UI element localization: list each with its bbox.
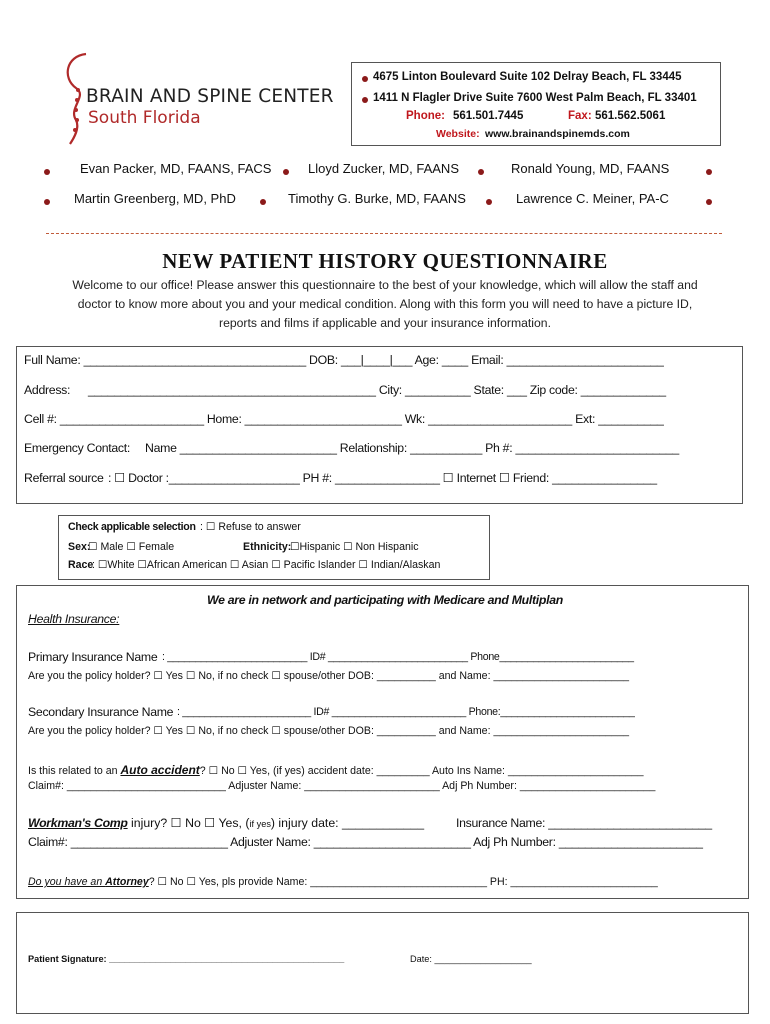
secondary-insurance-row[interactable]: : _______________________ ID# ________________________ Phone:________________________	[177, 706, 635, 718]
phones-row[interactable]: Cell #: ______________________ Home: ________________________ Wk: ______________________ Ext: __________	[24, 412, 664, 426]
page-title: NEW PATIENT HISTORY QUESTIONNAIRE	[162, 249, 608, 273]
workman-label: Workman's Comp	[28, 816, 128, 830]
auto-accident-label: Auto accident	[120, 763, 200, 777]
doctor-name: Timothy G. Burke, MD, FAANS	[288, 191, 466, 206]
doctor-name: Ronald Young, MD, FAANS	[511, 161, 670, 176]
intro-text: Welcome to our office! Please answer this questionnaire to the best of your knowledge, which will allow the staff and doctor to know more about you and your medical condition. Along with this form you will need to have a picture ID, reports and films if applicable and your insurance information.	[72, 278, 698, 330]
website-label: Website:	[436, 128, 480, 140]
attorney-post: ? ☐ No ☐ Yes, pls provide Name: ______________________________ PH: _________________________	[148, 876, 658, 888]
race-options[interactable]: : ☐White ☐African American ☐ Asian ☐ Pacific Islander ☐ Indian/Alaskan	[92, 559, 441, 571]
address-row[interactable]: ____________________________________________ City: __________ State: ___ Zip code: _____________	[88, 383, 666, 397]
fax-label: Fax:	[568, 110, 592, 122]
bullet-icon	[362, 76, 368, 82]
network-note: We are in network and participating with Medicare and Multiplan	[207, 593, 563, 607]
bullet-icon	[706, 169, 712, 175]
race-label: Race	[68, 559, 94, 571]
address-line-2: 1411 N Flagler Drive Suite 7600 West Palm Beach, FL 33401	[373, 92, 697, 104]
patient-signature[interactable]: Patient Signature: ______________________________________________	[28, 954, 345, 964]
phone-number: 561.501.7445	[453, 110, 524, 122]
sex-options[interactable]: ☐ Male ☐ Female	[88, 541, 175, 553]
auto-claim-row[interactable]: Claim#: ___________________________ Adjuster Name: _______________________ Adj Ph Number: _______________________	[28, 780, 656, 792]
insurance-box	[16, 585, 749, 899]
address-label: Address:	[24, 383, 71, 397]
logo	[58, 48, 338, 148]
primary-holder-row[interactable]: Are you the policy holder? ☐ Yes ☐ No, if no check ☐ spouse/other DOB: __________ and Name: _______________________	[28, 670, 629, 682]
logo-name: BRAIN AND SPINE CENTER	[86, 86, 334, 107]
bullet-icon	[283, 169, 289, 175]
bullet-icon	[478, 169, 484, 175]
refuse-option[interactable]: : ☐ Refuse to answer	[200, 521, 301, 533]
emergency-row[interactable]: Name ________________________ Relationship: ___________ Ph #: _________________________	[145, 441, 679, 455]
attorney-row[interactable]	[28, 876, 658, 888]
primary-insurance-row[interactable]: : _________________________ ID# _________________________ Phone________________________	[162, 651, 634, 663]
insurance-heading: Health Insurance:	[28, 612, 120, 626]
workman-claim-row[interactable]: Claim#: ________________________ Adjuster Name: ________________________ Adj Ph Number: ______________________	[28, 835, 703, 849]
emergency-label: Emergency Contact:	[24, 441, 131, 455]
doctor-name: Lloyd Zucker, MD, FAANS	[308, 161, 459, 176]
website-url: www.brainandspinemds.com	[485, 128, 630, 140]
doctor-name: Evan Packer, MD, FAANS, FACS	[80, 161, 272, 176]
fax-number: 561.562.5061	[595, 110, 666, 122]
workman-post: injury? ☐ No ☐ Yes, (	[127, 816, 250, 830]
sex-label: Sex:	[68, 541, 91, 553]
check-label: Check applicable selection	[68, 521, 196, 533]
auto-pre: Is this related to an	[28, 765, 121, 777]
workman-insurance[interactable]: Insurance Name: _________________________	[456, 816, 712, 830]
referral-row[interactable]: : ☐ Doctor :____________________ PH #: ________________ ☐ Internet ☐ Friend: ________________	[108, 471, 657, 485]
divider	[46, 233, 722, 234]
auto-accident-row[interactable]	[28, 763, 643, 777]
workman-row[interactable]	[28, 816, 424, 830]
bullet-icon	[486, 199, 492, 205]
bullet-icon	[44, 199, 50, 205]
bullet-icon	[44, 169, 50, 175]
bullet-icon	[706, 199, 712, 205]
doctor-name: Lawrence C. Meiner, PA-C	[516, 191, 669, 206]
doctor-name: Martin Greenberg, MD, PhD	[74, 191, 236, 206]
ethnicity-label: Ethnicity:	[243, 541, 292, 553]
ethnicity-options[interactable]: ☐Hispanic ☐ Non Hispanic	[290, 541, 419, 553]
attorney-pre: Do you have an	[28, 876, 106, 888]
address-line-1: 4675 Linton Boulevard Suite 102 Delray Beach, FL 33445	[373, 71, 682, 83]
secondary-holder-row[interactable]: Are you the policy holder? ☐ Yes ☐ No, if no check ☐ spouse/other DOB: __________ and Name: _______________________	[28, 725, 629, 737]
bullet-icon	[362, 97, 368, 103]
attorney-label: Attorney	[105, 876, 149, 888]
bullet-icon	[260, 199, 266, 205]
auto-post: ? ☐ No ☐ Yes, (if yes) accident date: _________ Auto Ins Name: _______________________	[199, 765, 644, 777]
secondary-insurance-label: Secondary Insurance Name	[28, 705, 174, 719]
signature-date[interactable]: Date: ___________________	[410, 954, 532, 964]
workman-post2: ) injury date: ____________	[270, 816, 425, 830]
workman-ifyes: if yes	[249, 819, 271, 829]
logo-subtitle: South Florida	[88, 108, 201, 128]
full-name-row[interactable]: Full Name: __________________________________ DOB: ___|____|___ Age: ____ Email: ________________________	[24, 353, 664, 367]
phone-label: Phone:	[406, 110, 445, 122]
primary-insurance-label: Primary Insurance Name	[28, 650, 158, 664]
referral-label: Referral source	[24, 471, 104, 485]
